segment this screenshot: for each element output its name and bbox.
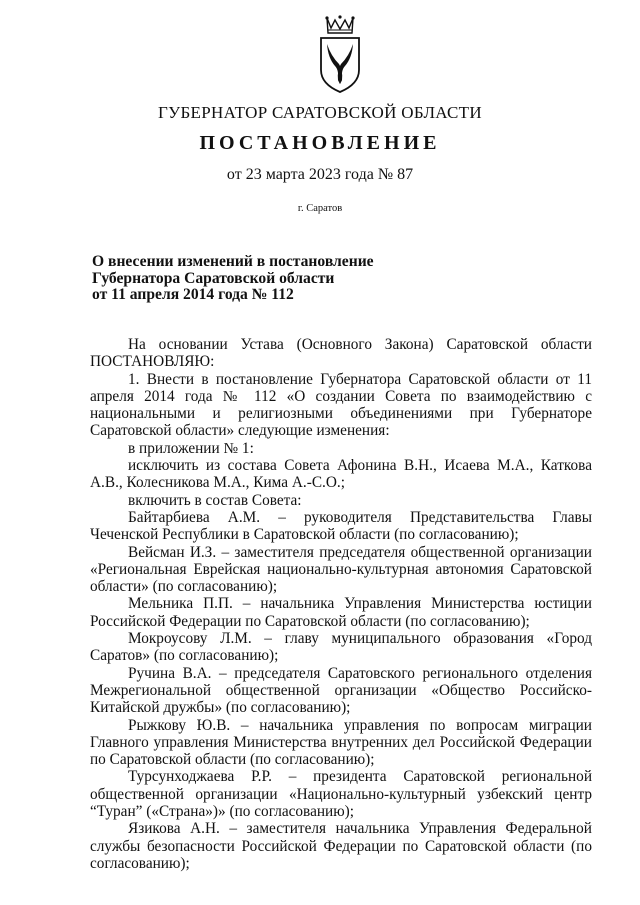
- body-paragraph: 1. Внести в постановление Губернатора Саратовской области от 11 апреля 2014 года № 112 «О создании Совета по взаимодействию с национальными и религиозными объединениями при Губернаторе Саратовской области» следующие изменения:: [90, 370, 592, 440]
- body-paragraph: Рыжкову Ю.В. – начальника управления по вопросам миграции Главного управления Министерства внутренних дел Российской Федерации по Саратовской области (по согласованию);: [90, 716, 592, 769]
- body-paragraph: Мельника П.П. – начальника Управления Министерства юстиции Российской Федерации по Саратовской области (по согласованию);: [90, 595, 592, 630]
- document-type-title: ПОСТАНОВЛЕНИЕ: [199, 132, 441, 154]
- document-place: г. Саратов: [297, 203, 343, 214]
- body-paragraph: Язикова А.Н. – заместителя начальника Управления Федеральной службы безопасности Российской Федерации по Саратовской области (по согласованию);: [90, 820, 592, 872]
- document-date-number: от 23 марта 2023 года № 87: [226, 166, 414, 183]
- body-paragraph: Байтарбиева А.М. – руководителя Представительства Главы Чеченской Республики в Саратовской области (по согласованию);: [90, 508, 592, 544]
- subject-line: О внесении изменений в постановление: [92, 253, 374, 270]
- body-paragraph: Вейсман И.З. – заместителя председателя общественной организации «Региональная Еврейская национально-культурная автономия Саратовской области» (по согласованию);: [90, 543, 592, 596]
- authority-title: ГУБЕРНАТОР САРАТОВСКОЙ ОБЛАСТИ: [158, 103, 482, 122]
- subject-line: от 11 апреля 2014 года № 112: [92, 286, 294, 303]
- body-paragraph: Турсунходжаева Р.Р. – президента Саратовской региональной общественной организации «Национально-культурный узбекский центр “Туран” («Страна»)» (по согласованию);: [90, 768, 592, 821]
- body-paragraph: На основании Устава (Основного Закона) Саратовской области ПОСТАНОВЛЯЮ:: [90, 336, 592, 371]
- body-paragraph: исключить из состава Совета Афонина В.Н., Исаева М.А., Каткова А.В., Колесникова М.А., Кима А.-С.О.;: [90, 457, 592, 492]
- saratov-coat-of-arms-icon: [313, 14, 367, 94]
- document-subject: [92, 254, 392, 304]
- body-paragraph: Мокроусову Л.М. – главу муниципального образования «Город Саратов» (по согласованию);: [90, 630, 592, 665]
- subject-line: Губернатора Саратовской области: [92, 269, 335, 287]
- body-paragraph: Ручина В.А. – председателя Саратовского регионального отделения Межрегиональной общественной организации «Общество Российско-Китайской дружбы» (по согласованию);: [90, 664, 592, 717]
- body-paragraph: в приложении № 1:: [128, 439, 254, 457]
- body-paragraph: включить в состав Совета:: [128, 491, 302, 509]
- document-body: [90, 336, 592, 872]
